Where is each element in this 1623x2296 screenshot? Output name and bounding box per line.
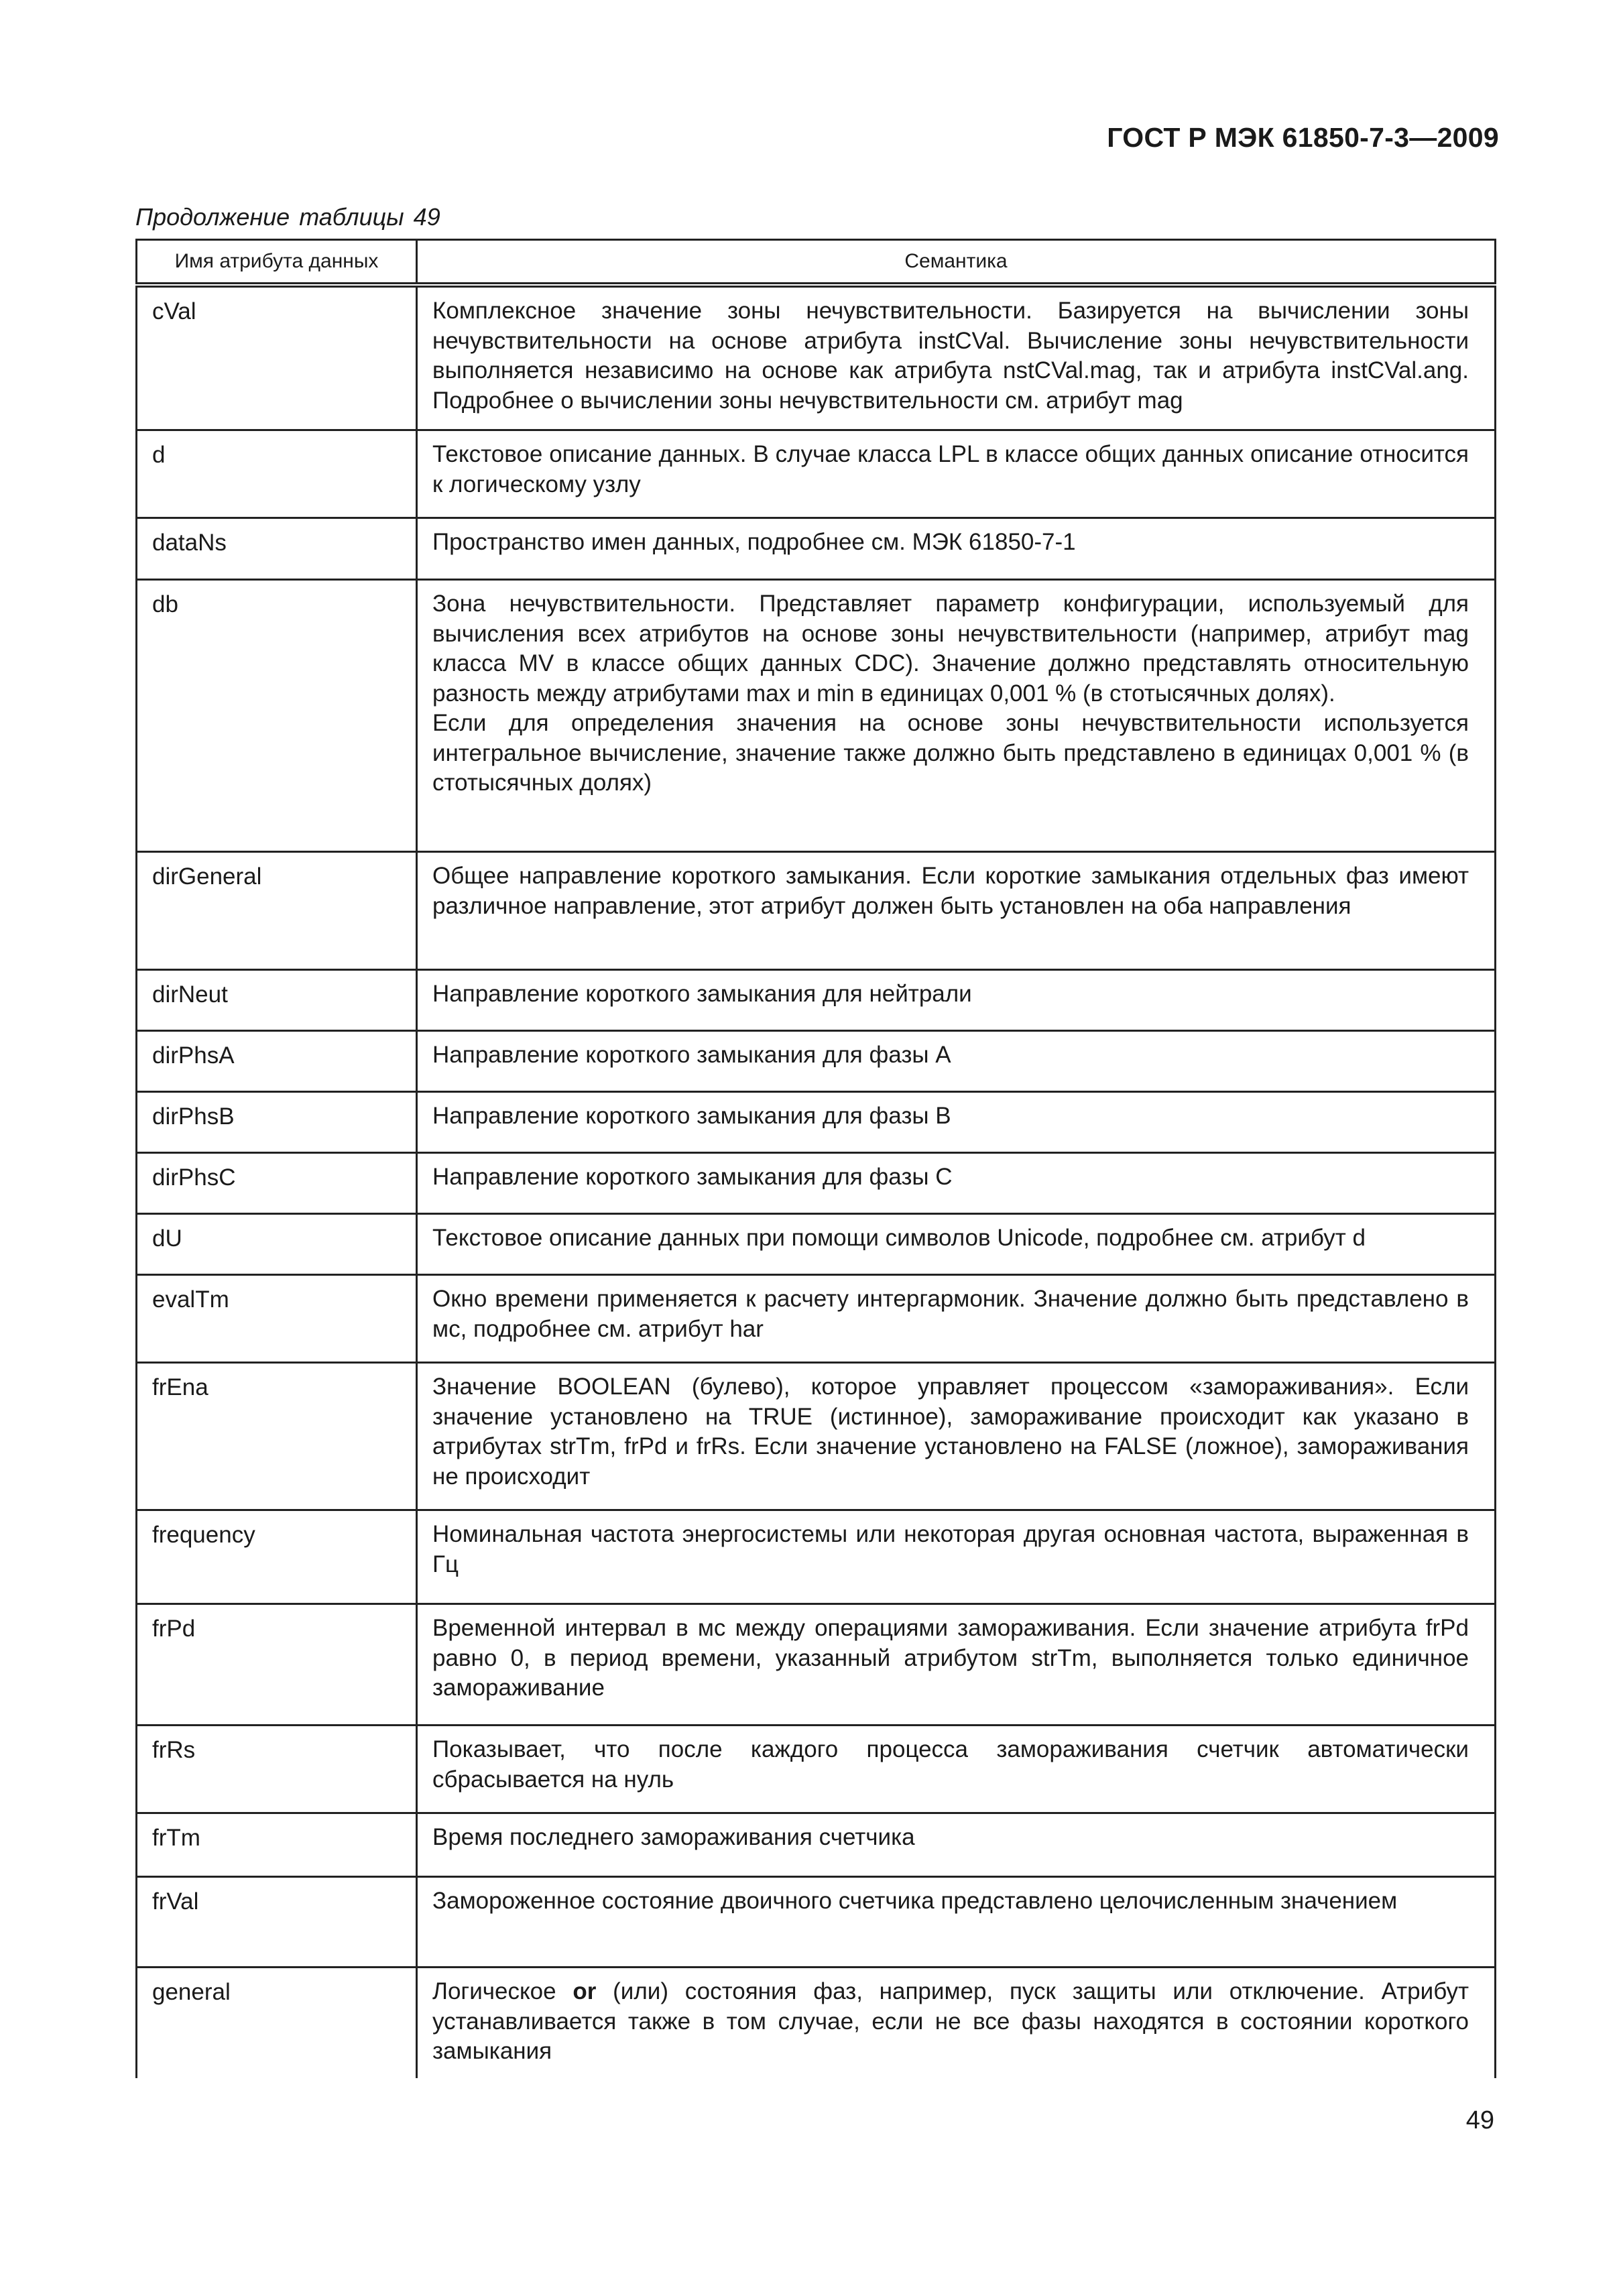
- attribute-semantics: Номинальная частота энергосистемы или некоторая другая основная частота, выраженная в Гц: [417, 1510, 1496, 1604]
- table-row: [137, 1813, 1496, 1877]
- attribute-name: frPd: [137, 1604, 417, 1726]
- attribute-name: d: [137, 430, 417, 518]
- attribute-name: db: [137, 580, 417, 852]
- attribute-name: dirPhsB: [137, 1092, 417, 1153]
- table-row: [137, 1153, 1496, 1214]
- attribute-name: dirPhsA: [137, 1031, 417, 1092]
- table-row: [137, 430, 1496, 518]
- attribute-semantics: Текстовое описание данных. В случае класса LPL в классе общих данных описание относится к логическому узлу: [417, 430, 1496, 518]
- attribute-semantics: Комплексное значение зоны нечувствительности. Базируется на вычислении зоны нечувствительности на основе атрибута instCVal. Вычисление зоны нечувствительности выполняется независимо на основе как атрибута nstCVal.mag, так и атрибута instCVal.ang. Подробнее о вычислении зоны нечувствительности см. атрибут mag: [417, 285, 1496, 430]
- table-row: [137, 852, 1496, 970]
- attribute-semantics: Замороженное состояние двоичного счетчика представлено целочисленным значением: [417, 1877, 1496, 1968]
- attribute-name: frEna: [137, 1363, 417, 1510]
- column-header-semantics: Семантика: [417, 240, 1496, 286]
- attribute-semantics: Направление короткого замыкания для фазы С: [417, 1153, 1496, 1214]
- attribute-semantics: Направление короткого замыкания для нейтрали: [417, 970, 1496, 1031]
- table-row: [137, 1877, 1496, 1968]
- attribute-semantics: Общее направление короткого замыкания. Если короткие замыкания отдельных фаз имеют различное направление, этот атрибут должен быть установлен на оба направления: [417, 852, 1496, 970]
- attribute-semantics: [417, 1968, 1496, 2078]
- attribute-semantics: [417, 580, 1496, 852]
- table-row: [137, 1214, 1496, 1275]
- attribute-name: dirGeneral: [137, 852, 417, 970]
- attribute-semantics: Направление короткого замыкания для фазы А: [417, 1031, 1496, 1092]
- attribute-name: frVal: [137, 1877, 417, 1968]
- attribute-name: general: [137, 1968, 417, 2078]
- table-row: [137, 1031, 1496, 1092]
- attribute-semantics: Значение BOOLEAN (булево), которое управляет процессом «замораживания». Если значение установлено на TRUE (истинное), замораживание происходит как указано в атрибутах strTm, frPd и frRs. Если значение установлено на FALSE (ложное), замораживания не происходит: [417, 1363, 1496, 1510]
- semantics-paragraph: Если для определения значения на основе зоны нечувствительности используется интегральное вычисление, значение также должно быть представлено в единицах 0,001 % (в стотысячных долях): [432, 710, 1469, 796]
- table-row: [137, 580, 1496, 852]
- table-row: [137, 1092, 1496, 1153]
- semantics-text-end: (или) состояния фаз, например, пуск защиты или отключение. Атрибут устанавливается также в том случае, если не все фазы находятся в состоянии короткого замыкания: [432, 1978, 1469, 2064]
- attribute-name: frRs: [137, 1726, 417, 1813]
- attribute-name: evalTm: [137, 1275, 417, 1363]
- table-row: [137, 1363, 1496, 1510]
- attribute-semantics: Показывает, что после каждого процесса замораживания счетчик автоматически сбрасывается на нуль: [417, 1726, 1496, 1813]
- attribute-name: dirPhsC: [137, 1153, 417, 1214]
- table-row: [137, 1604, 1496, 1726]
- attribute-name: dU: [137, 1214, 417, 1275]
- attribute-semantics: Пространство имен данных, подробнее см. МЭК 61850-7-1: [417, 518, 1496, 580]
- table-header-row: [137, 240, 1496, 286]
- semantics-paragraph: Зона нечувствительности. Представляет параметр конфигурации, используемый для вычисления всех атрибутов на основе зоны нечувствительности (например, атрибут mag класса MV в классе общих данных CDC). Значение должно представлять относительную разность между атрибутами max и min в единицах 0,001 % (в стотысячных долях).: [432, 591, 1469, 707]
- column-header-name: Имя атрибута данных: [137, 240, 417, 286]
- attribute-semantics: Направление короткого замыкания для фазы В: [417, 1092, 1496, 1153]
- attribute-name: dataNs: [137, 518, 417, 580]
- attribute-name: frequency: [137, 1510, 417, 1604]
- standard-code: ГОСТ Р МЭК 61850-7-3—2009: [1107, 122, 1499, 153]
- table-row: [137, 1968, 1496, 2078]
- attribute-name: dirNeut: [137, 970, 417, 1031]
- page-number: 49: [1465, 2106, 1494, 2134]
- table-row: [137, 970, 1496, 1031]
- attribute-semantics: Временной интервал в мс между операциями замораживания. Если значение атрибута frPd равно 0, в период времени, указанный атрибутом strTm, выполняется только единичное замораживание: [417, 1604, 1496, 1726]
- table-row: [137, 1510, 1496, 1604]
- table-row: [137, 518, 1496, 580]
- semantics-text-start: Логическое: [432, 1978, 573, 2004]
- attribute-name: cVal: [137, 285, 417, 430]
- attribute-semantics: Окно времени применяется к расчету интергармоник. Значение должно быть представлено в мс, подробнее см. атрибут har: [417, 1275, 1496, 1363]
- attribute-semantics: Время последнего замораживания счетчика: [417, 1813, 1496, 1877]
- table-caption: Продолжение таблицы 49: [135, 203, 440, 231]
- table-row: [137, 1275, 1496, 1363]
- table-row: [137, 1726, 1496, 1813]
- keyword-or: or: [573, 1978, 597, 2004]
- table-row: [137, 285, 1496, 430]
- attribute-name: frTm: [137, 1813, 417, 1877]
- attribute-semantics: Текстовое описание данных при помощи символов Unicode, подробнее см. атрибут d: [417, 1214, 1496, 1275]
- attribute-table: [135, 239, 1496, 2078]
